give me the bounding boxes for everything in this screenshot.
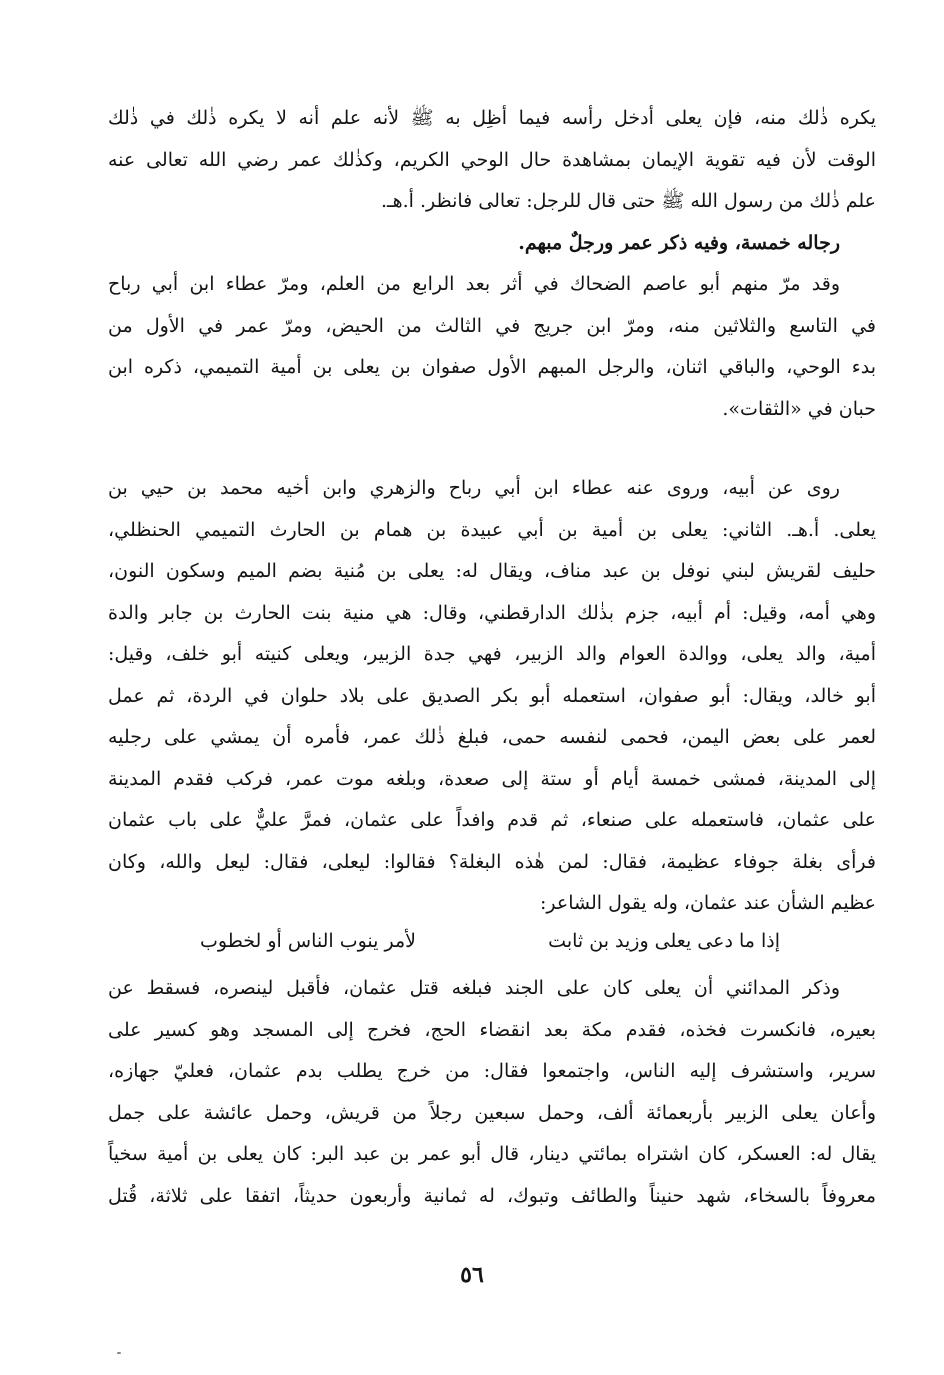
text-line: لعمر على بعض اليمن، فحمى لنفسه حمى، فبلغ ذٰلك عمر، فأمره أن يمشي على رجليه: [108, 726, 876, 748]
text-line: وأعان يعلى الزبير بأربعمائة ألف، وحمل سبعين رجلاً من قريش، وحمل عائشة على جمل: [108, 1101, 876, 1124]
poetry-verse: [200, 920, 780, 962]
verse-first-hemistich: إذا ما دعى يعلى وزيد بن ثابت: [548, 930, 780, 952]
text-line: بعيره، فانكسرت فخذه، فقدم مكة بعد انقضاء الحج، فخرج إلى المسجد وهو كسير على: [108, 1018, 876, 1041]
narrators-heading: رجاله خمسة، وفيه ذكر عمر ورجلٌ مبهم.: [518, 231, 840, 254]
text-line: علم ذٰلك من رسول الله ﷺ حتى قال للرجل: تعالى فانظر. أ.هـ.: [381, 190, 876, 212]
text-line: إلى المدينة، فمشى خمسة أيام أو ستة إلى صعدة، وبلغه موت عمر، فركب فقدم المدينة: [108, 767, 876, 790]
text-line: بدء الوحي، والباقي اثنان، والرجل المبهم الأول صفوان بن يعلى بن أمية التميمي، ذكره ابن: [108, 356, 876, 378]
paragraph-block-history: [108, 968, 876, 1217]
text-line: أبو خالد، ويقال: أبو صفوان، استعمله أبو بكر الصديق على بلاد حلوان في الردة، ثم عمل: [108, 684, 876, 707]
paragraph-block-biography: [108, 468, 876, 925]
text-line: عظيم الشأن عند عثمان، وله يقول الشاعر:: [540, 892, 876, 914]
text-line: فرأى بغلة جوفاء عظيمة، فقال: لمن هٰذه البغلة؟ فقالوا: ليعلى، فقال: ليعل والله، وكان: [108, 850, 876, 873]
text-line: يعلى. أ.هـ. الثاني: يعلى بن أمية بن أبي عبيدة بن همام بن الحارث التميمي الحنظلي،: [108, 518, 876, 541]
text-line: حبان في «الثقات».: [722, 397, 876, 420]
scan-speck: [117, 1352, 121, 1354]
text-line: وهي أمه، وقيل: أم أبيه، جزم بذٰلك الدارقطني، وقال: هي منية بنت الحارث بن جابر والدة: [108, 601, 876, 624]
text-line: روى عن أبيه، وروى عنه عطاء ابن أبي رباح والزهري وابن أخيه محمد بن حيي بن: [108, 477, 840, 499]
text-line: يقال له: العسكر، كان اشتراه بمائتي دينار، قال أبو عمر بن عبد البر: كان يعلى بن أمية سخياً: [108, 1143, 876, 1165]
text-line: على عثمان، فاستعمله على صنعاء، ثم قدم وافداً على عثمان، فمرَّ عليٌّ على باب عثمان: [108, 809, 876, 831]
text-line: سرير، واستشرف إليه الناس، واجتمعوا فقال: من خرج يطلب بدم عثمان، فعليّ جهازه،: [108, 1060, 876, 1082]
text-line: حليف لقريش لبني نوفل بن عبد مناف، ويقال له: يعلى بن مُنية بضم الميم وسكون النون،: [108, 560, 876, 582]
text-line: وذكر المدائني أن يعلى كان على الجند فبلغه قتل عثمان، فأقبل لينصره، فسقط عن: [108, 977, 840, 999]
text-line: يكره ذٰلك منه، فإن يعلى أدخل رأسه فيما أظِل به ﷺ لأنه علم أنه لا يكره ذٰلك في ذٰلك: [108, 107, 876, 129]
text-line: في التاسع والثلاثين منه، ومرّ ابن جريج في الثالث من الحيض، ومرّ عمر في الأول من: [108, 314, 876, 337]
page-number: ٥٦: [460, 1262, 484, 1288]
verse-second-hemistich: لأمر ينوب الناس أو لخطوب: [200, 930, 416, 952]
text-line: أمية، والد يعلى، ووالدة العوام والد الزبير، فهي جدة الزبير، ويعلى كنيته أبو خلف، وقيل:: [108, 643, 876, 665]
paragraph-block-commentary: [108, 98, 876, 430]
text-line: معروفاً بالسخاء، شهد حنيناً والطائف وتبوك، له ثمانية وأربعون حديثاً، اتفقا على ثلاثة، قُتل: [108, 1184, 876, 1207]
text-line: وقد مرّ منهم أبو عاصم الضحاك في أثر بعد الرابع من العلم، ومرّ عطاء ابن أبي رباح: [108, 273, 840, 295]
text-line: الوقت لأن فيه تقوية الإيمان بمشاهدة حال الوحي الكريم، وكذٰلك عمر رضي الله تعالى عنه: [108, 148, 876, 171]
